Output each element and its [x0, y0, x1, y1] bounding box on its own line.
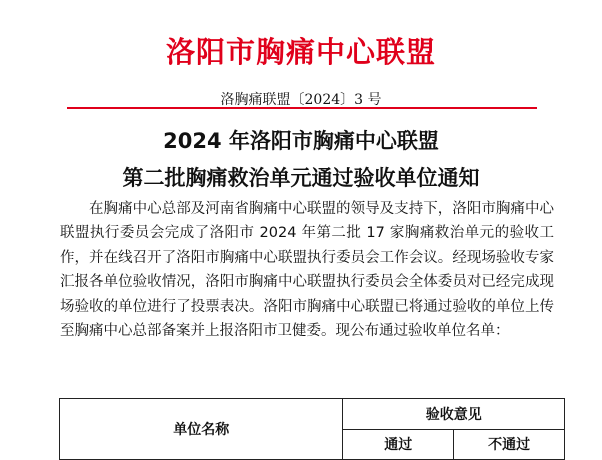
column-header-acceptance-opinion: 验收意见	[343, 399, 565, 430]
document-title-line-1: 2024 年洛阳市胸痛中心联盟	[163, 129, 439, 153]
column-header-pass: 通过	[343, 429, 454, 460]
document-number: 洛胸痛联盟〔2024〕3 号	[220, 92, 382, 108]
table-header-row	[60, 399, 565, 430]
body-paragraph: 在胸痛中心总部及河南省胸痛中心联盟的领导及支持下，洛阳市胸痛中心联盟执行委员会完成了洛阳市 2024 年第二批 17 家胸痛救治单元的验收工作，并在线召开了洛阳市胸痛中心联盟执行委员会工作会议。经现场验收专家汇报各单位验收情况，洛阳市胸痛中心联盟执行委员会全体委员对已经完成现场验收的单位进行了投票表决。洛阳市胸痛中心联盟已将通过验收的单位上传至胸痛中心总部备案并上报洛阳市卫健委。现公布通过验收单位名单：	[60, 201, 554, 340]
column-header-unit-name: 单位名称	[60, 399, 343, 460]
document-title-line-2: 第二批胸痛救治单元通过验收单位通知	[122, 166, 480, 190]
org-header: 洛阳市胸痛中心联盟	[165, 35, 436, 69]
acceptance-table	[59, 398, 565, 460]
red-divider	[67, 107, 537, 109]
column-header-fail: 不通过	[454, 429, 565, 460]
